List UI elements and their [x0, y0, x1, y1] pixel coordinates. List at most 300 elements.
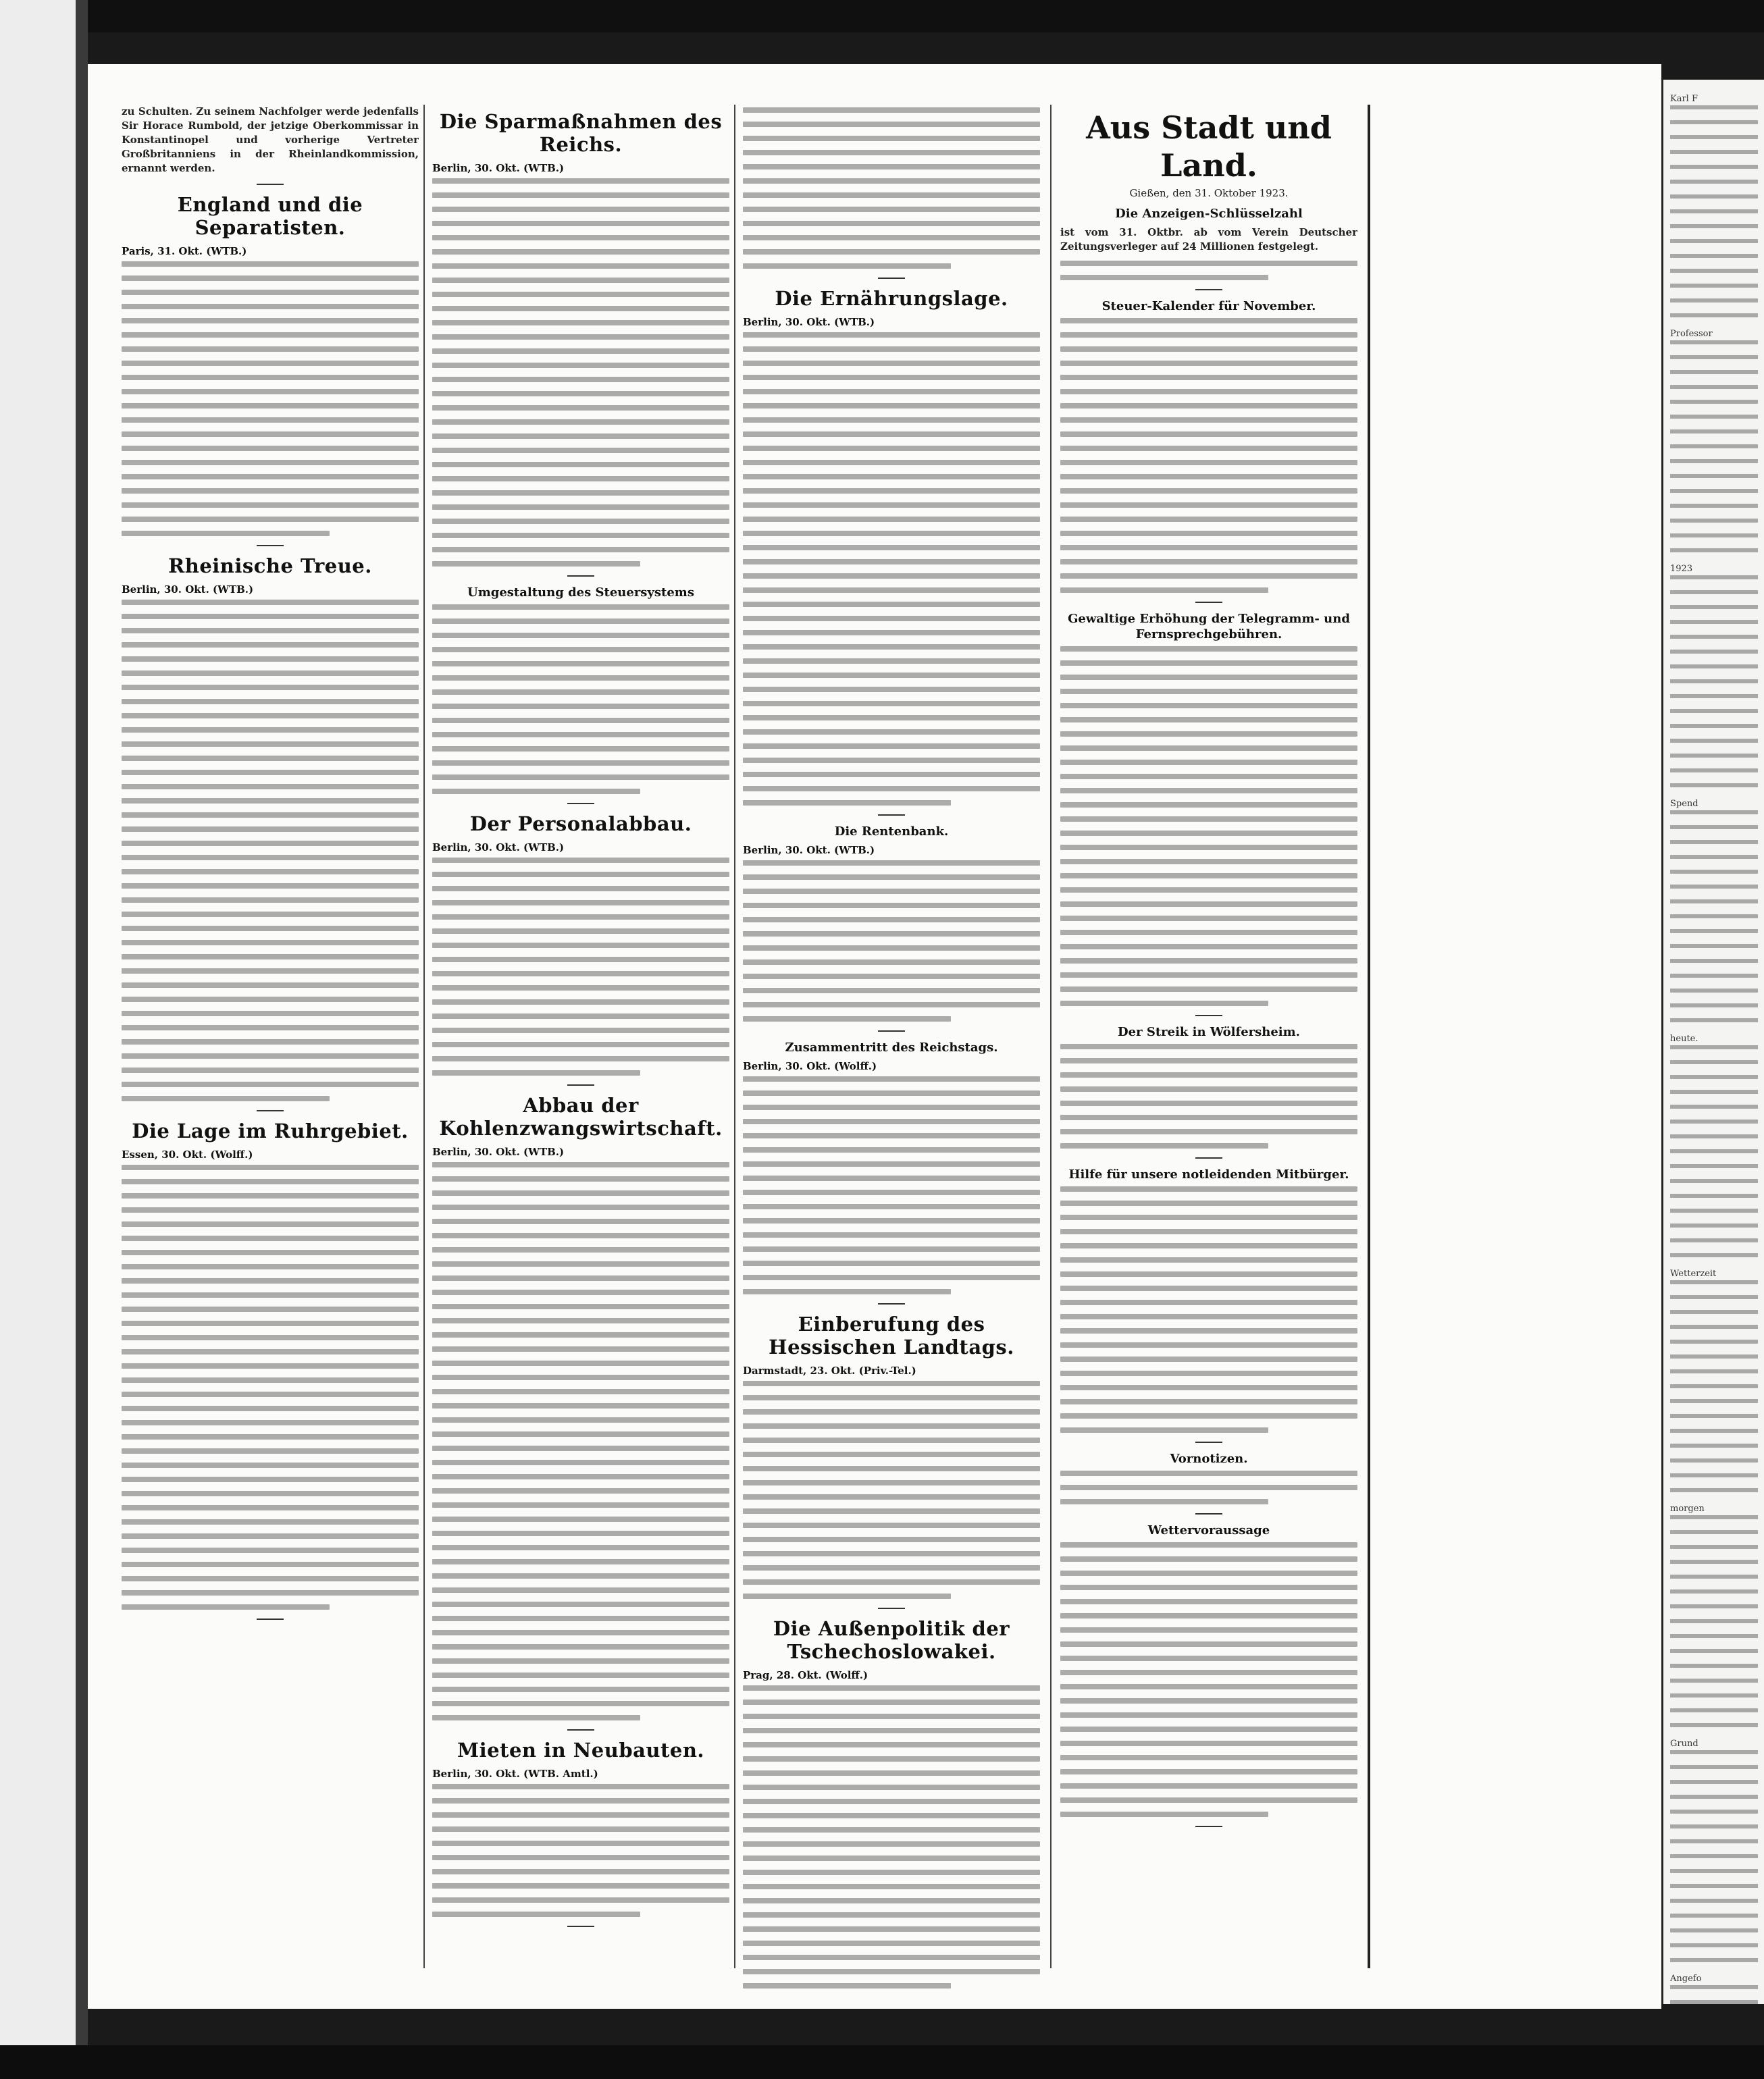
strip-text-line	[1670, 944, 1758, 948]
text-line	[743, 701, 1040, 706]
text-line	[122, 954, 419, 959]
text-line	[432, 1403, 729, 1409]
text-line	[122, 417, 419, 423]
strip-text: heute.	[1670, 1034, 1698, 1044]
text-line	[743, 860, 1040, 866]
strip-text: Grund	[1670, 1739, 1698, 1749]
text-line	[1060, 1399, 1357, 1404]
strip-text-line	[1670, 1839, 1758, 1843]
dateline-text: Berlin, 30. Okt. (Wolff.)	[743, 1060, 877, 1072]
article-dateline	[743, 843, 1040, 858]
strip-text-line	[1670, 1295, 1758, 1299]
article-headline: England und die Separatisten.	[177, 193, 363, 239]
text-line	[1060, 831, 1357, 836]
text-line	[432, 462, 729, 467]
article-subheading: Zusammentritt des Reichstags.	[785, 1041, 998, 1055]
strip-text-line	[1670, 1209, 1758, 1213]
text-line	[122, 770, 419, 775]
text-line	[743, 332, 1040, 338]
strip-text-line	[1670, 298, 1758, 302]
text-line	[432, 1056, 729, 1061]
text-line	[1060, 1499, 1268, 1504]
text-line	[432, 1446, 729, 1451]
strip-text-line	[1670, 1018, 1758, 1022]
text-line	[432, 675, 729, 681]
text-line	[432, 957, 729, 962]
text-line	[743, 1409, 1040, 1415]
text-line	[432, 604, 729, 610]
text-line	[122, 1193, 419, 1199]
article-separator	[1195, 1157, 1222, 1159]
article-headline: Die Sparmaßnahmen des Reichs.	[439, 110, 723, 156]
article	[1060, 1451, 1357, 1504]
strip-text-line	[1670, 1253, 1758, 1257]
text-line	[432, 263, 729, 269]
text-line	[122, 446, 419, 451]
text-line	[743, 1579, 1040, 1585]
strip-text-line	[1670, 1810, 1758, 1814]
strip-text-line	[1670, 1530, 1758, 1534]
strip-text-line	[1670, 620, 1758, 624]
strip-text-line	[1670, 635, 1758, 639]
text-line	[1060, 460, 1357, 465]
strip-text-line	[1670, 444, 1758, 448]
strip-text-line	[1670, 1090, 1758, 1094]
text-line	[743, 488, 1040, 494]
text-line	[432, 391, 729, 396]
text-line	[743, 1941, 1040, 1946]
article-separator	[1195, 1513, 1222, 1515]
strip-text-line	[1670, 1325, 1758, 1329]
text-line	[122, 346, 419, 352]
text-line	[432, 348, 729, 354]
strip-text-line	[1670, 1488, 1758, 1492]
article-separator	[1195, 1442, 1222, 1443]
strip-text-line	[1670, 1765, 1758, 1769]
article-lead-text: zu Schulten. Zu seinem Nachfolger werde jedenfalls Sir Horace Rumbold, der jetzige Oberkommissar in Konstantinopel und vorherige Vertreter Großbritanniens in der Rheinlandkommission, ernannt werden.	[122, 105, 419, 174]
text-line	[432, 1318, 729, 1323]
text-line	[743, 587, 1040, 593]
text-line	[743, 1161, 1040, 1167]
strip-text-line	[1670, 1854, 1758, 1858]
strip-text-line	[1670, 1414, 1758, 1418]
text-line	[432, 1162, 729, 1167]
text-line	[122, 1548, 419, 1553]
text-line	[743, 573, 1040, 579]
article-body-text	[743, 1685, 1040, 1989]
article-dateline	[743, 1059, 1040, 1074]
text-line	[122, 600, 419, 605]
text-line	[122, 1068, 419, 1073]
newspaper-page	[88, 64, 1661, 2009]
text-line	[432, 1431, 729, 1437]
text-line	[122, 1363, 419, 1369]
strip-text-line	[1670, 870, 1758, 874]
strip-text-line	[1670, 1795, 1758, 1799]
article-body-text	[743, 1381, 1040, 1599]
strip-text-line	[1670, 1679, 1758, 1683]
strip-text-line	[1670, 605, 1758, 609]
text-line	[432, 1070, 640, 1076]
article-body-text	[1060, 1044, 1357, 1149]
text-line	[432, 433, 729, 439]
article	[743, 824, 1040, 1022]
text-line	[1060, 760, 1357, 765]
text-line	[432, 221, 729, 226]
text-line	[122, 1434, 419, 1440]
article-subheading: Steuer-Kalender für November.	[1101, 299, 1316, 313]
text-line	[432, 448, 729, 453]
strip-text-line	[1670, 385, 1758, 389]
strip-text-line	[1670, 739, 1758, 743]
text-line	[743, 122, 1040, 127]
text-line	[122, 713, 419, 718]
article-body-text	[1060, 1186, 1357, 1433]
article	[122, 105, 419, 176]
text-line	[1060, 1471, 1357, 1476]
text-line	[432, 1332, 729, 1338]
text-line	[1060, 916, 1357, 921]
text-line	[122, 1321, 419, 1326]
text-line	[122, 656, 419, 662]
text-line	[432, 718, 729, 723]
text-line	[432, 999, 729, 1005]
text-line	[432, 1247, 729, 1253]
article-headline: Mieten in Neubauten.	[457, 1739, 704, 1762]
strip-text-line	[1670, 1238, 1758, 1242]
text-line	[122, 727, 419, 733]
text-line	[432, 1573, 729, 1579]
text-line	[432, 1304, 729, 1309]
text-line	[122, 1292, 419, 1298]
text-line	[122, 855, 419, 860]
text-line	[743, 1246, 1040, 1252]
text-line	[122, 997, 419, 1002]
strip-text-line	[1670, 1619, 1758, 1623]
text-line	[743, 715, 1040, 720]
text-line	[743, 687, 1040, 692]
text-line	[1060, 1044, 1357, 1049]
article-body-text	[1060, 261, 1357, 280]
text-line	[122, 642, 419, 648]
binding-shadow	[76, 0, 88, 2079]
article	[1060, 1024, 1357, 1149]
text-line	[1060, 1656, 1357, 1661]
text-line	[122, 1278, 419, 1284]
article-dateline	[432, 161, 729, 176]
column-rule	[1368, 105, 1370, 1968]
text-line	[122, 474, 419, 479]
strip-text-line	[1670, 840, 1758, 844]
text-line	[122, 403, 419, 409]
dateline-text: Berlin, 30. Okt. (WTB.)	[432, 841, 565, 853]
text-line	[432, 1290, 729, 1295]
text-line	[432, 971, 729, 976]
text-line	[1060, 474, 1357, 479]
text-line	[432, 377, 729, 382]
text-line	[743, 644, 1040, 650]
text-line	[743, 1785, 1040, 1790]
text-line	[122, 670, 419, 676]
article-separator	[567, 1926, 594, 1927]
article-separator	[567, 803, 594, 804]
article-headline: Die Außenpolitik der Tschechoslowakei.	[773, 1617, 1010, 1663]
text-line	[122, 1576, 419, 1581]
text-line	[1060, 774, 1357, 779]
text-line	[1060, 859, 1357, 864]
text-line	[1060, 1357, 1357, 1362]
text-line	[743, 1438, 1040, 1443]
strip-text-line	[1670, 1604, 1758, 1608]
article-dateline	[432, 1767, 729, 1781]
text-line	[743, 1742, 1040, 1747]
text-line	[1060, 1314, 1357, 1319]
section-masthead: Aus Stadt und Land.	[1086, 109, 1332, 184]
text-line	[122, 290, 419, 295]
text-line	[122, 361, 419, 366]
column-rule	[423, 105, 425, 1968]
text-line	[743, 630, 1040, 635]
text-line	[122, 1025, 419, 1030]
text-line	[1060, 1072, 1357, 1078]
strip-text: Wetterzeit	[1670, 1269, 1717, 1279]
strip-text-line	[1670, 1515, 1758, 1519]
article-subheading: Die Rentenbank.	[834, 824, 949, 839]
text-line	[432, 647, 729, 652]
strip-text-line	[1670, 1003, 1758, 1007]
strip-text-line	[1670, 855, 1758, 859]
text-line	[1060, 1556, 1357, 1562]
text-line	[432, 235, 729, 240]
text-line	[432, 1897, 729, 1903]
text-line	[122, 1082, 419, 1087]
text-line	[743, 207, 1040, 212]
article-body-text	[743, 332, 1040, 806]
text-line	[122, 1307, 419, 1312]
strip-text-line	[1670, 1045, 1758, 1049]
text-line	[743, 1480, 1040, 1485]
strip-text-line	[1670, 1869, 1758, 1873]
text-line	[432, 207, 729, 212]
text-line	[1060, 1001, 1268, 1006]
text-line	[1060, 1755, 1357, 1760]
text-line	[743, 107, 1040, 113]
text-line	[1060, 587, 1268, 593]
text-line	[432, 746, 729, 752]
strip-text-line	[1670, 1458, 1758, 1463]
strip-text-line	[1670, 1664, 1758, 1668]
article	[743, 1313, 1040, 1599]
text-line	[122, 798, 419, 804]
text-line	[122, 1053, 419, 1059]
text-line	[432, 633, 729, 638]
text-line	[432, 1417, 729, 1423]
strip-text-line	[1670, 254, 1758, 258]
text-line	[1060, 361, 1357, 366]
text-line	[122, 1519, 419, 1525]
text-line	[743, 917, 1040, 922]
strip-text-line	[1670, 899, 1758, 903]
text-line	[432, 1784, 729, 1789]
text-line	[432, 547, 729, 552]
text-line	[432, 1219, 729, 1224]
text-line	[743, 1799, 1040, 1804]
text-line	[432, 1361, 729, 1366]
text-line	[122, 488, 419, 494]
article-subheading: Wettervoraussage	[1147, 1523, 1270, 1537]
text-line	[743, 1002, 1040, 1007]
article-body-text	[1060, 646, 1357, 1006]
strip-text-line	[1670, 1914, 1758, 1918]
text-line	[743, 1381, 1040, 1386]
text-line	[743, 1565, 1040, 1571]
text-line	[743, 136, 1040, 141]
strip-text-line	[1670, 1928, 1758, 1932]
text-line	[432, 405, 729, 411]
strip-text: Karl F	[1670, 94, 1698, 104]
text-line	[1060, 901, 1357, 907]
text-line	[743, 1176, 1040, 1181]
text-line	[1060, 261, 1357, 266]
strip-text-line	[1670, 1164, 1758, 1168]
text-line	[743, 889, 1040, 894]
strip-text-line	[1670, 1105, 1758, 1109]
article-dateline	[122, 244, 419, 259]
text-line	[743, 545, 1040, 550]
text-line	[743, 1218, 1040, 1223]
text-line	[743, 1289, 951, 1294]
section-dateline: Gießen, den 31. Oktober 1923.	[1129, 187, 1289, 199]
text-line	[743, 1856, 1040, 1861]
article-separator	[878, 1030, 905, 1032]
article-body-text	[1060, 318, 1357, 593]
text-line	[122, 531, 330, 536]
article	[1060, 611, 1357, 1006]
dateline-text: Berlin, 30. Okt. (WTB.)	[432, 162, 565, 174]
text-line	[743, 1926, 1040, 1932]
text-line	[1060, 403, 1357, 409]
text-line	[1060, 1257, 1357, 1263]
text-line	[432, 490, 729, 496]
text-line	[122, 812, 419, 818]
strip-text-line	[1670, 239, 1758, 243]
text-line	[122, 1420, 419, 1425]
text-line	[1060, 431, 1357, 437]
text-line	[743, 517, 1040, 522]
text-line	[432, 1826, 729, 1832]
text-line	[432, 533, 729, 538]
article	[743, 1617, 1040, 1989]
strip-text-line	[1670, 1280, 1758, 1284]
strip-text-line	[1670, 224, 1758, 228]
text-line	[122, 912, 419, 917]
article	[432, 110, 729, 567]
text-line	[432, 1014, 729, 1019]
strip-text-line	[1670, 709, 1758, 713]
text-line	[1060, 502, 1357, 508]
text-line	[743, 1714, 1040, 1719]
article-separator	[1195, 1015, 1222, 1016]
column-3	[743, 105, 1040, 1989]
text-line	[432, 914, 729, 920]
text-line	[432, 1389, 729, 1394]
text-line	[1060, 1058, 1357, 1063]
article-separator	[878, 278, 905, 279]
column-4-local-news	[1060, 105, 1357, 1989]
article	[743, 287, 1040, 806]
text-line	[1060, 1797, 1357, 1803]
strip-text-line	[1670, 1340, 1758, 1344]
text-line	[432, 1042, 729, 1047]
article-body-text	[122, 600, 419, 1101]
article-body-text	[432, 1784, 729, 1917]
strip-text: morgen	[1670, 1504, 1705, 1514]
text-line	[122, 1165, 419, 1170]
text-line	[1060, 1243, 1357, 1248]
strip-text-line	[1670, 1649, 1758, 1653]
text-line	[743, 403, 1040, 409]
text-line	[432, 943, 729, 948]
article-headline: Der Personalabbau.	[469, 812, 692, 835]
strip-text-line	[1670, 105, 1758, 109]
text-line	[122, 1221, 419, 1227]
article-separator	[257, 1619, 284, 1620]
text-line	[122, 389, 419, 394]
text-line	[432, 192, 729, 198]
text-line	[122, 1604, 330, 1610]
article-separator	[878, 1303, 905, 1305]
text-line	[743, 1898, 1040, 1903]
dateline-text: Berlin, 30. Okt. (WTB. Amtl.)	[432, 1768, 598, 1780]
article-dateline	[432, 841, 729, 855]
article	[432, 585, 729, 794]
text-line	[1060, 972, 1357, 978]
text-line	[1060, 1129, 1357, 1134]
strip-text-line	[1670, 150, 1758, 154]
strip-text-line	[1670, 459, 1758, 463]
text-line	[122, 261, 419, 267]
text-line	[743, 602, 1040, 607]
text-line	[122, 1505, 419, 1510]
text-line	[1060, 1741, 1357, 1746]
text-line	[122, 1562, 419, 1567]
article	[1060, 298, 1357, 593]
text-line	[1060, 1670, 1357, 1675]
text-line	[122, 841, 419, 846]
text-line	[743, 361, 1040, 366]
strip-text-line	[1670, 664, 1758, 668]
article	[1060, 1523, 1357, 1817]
article	[1060, 206, 1357, 280]
text-line	[1060, 873, 1357, 878]
text-line	[432, 1602, 729, 1607]
text-line	[743, 874, 1040, 880]
text-line	[432, 619, 729, 624]
text-line	[122, 1463, 419, 1468]
strip-text-line	[1670, 650, 1758, 654]
text-line	[432, 760, 729, 766]
text-line	[432, 886, 729, 891]
text-line	[432, 1687, 729, 1692]
text-line	[743, 1119, 1040, 1124]
article-separator	[257, 545, 284, 546]
article-headline: Rheinische Treue.	[168, 554, 372, 577]
text-line	[432, 1261, 729, 1267]
strip-text-line	[1670, 1060, 1758, 1064]
text-line	[743, 460, 1040, 465]
text-line	[122, 628, 419, 633]
text-line	[743, 772, 1040, 777]
